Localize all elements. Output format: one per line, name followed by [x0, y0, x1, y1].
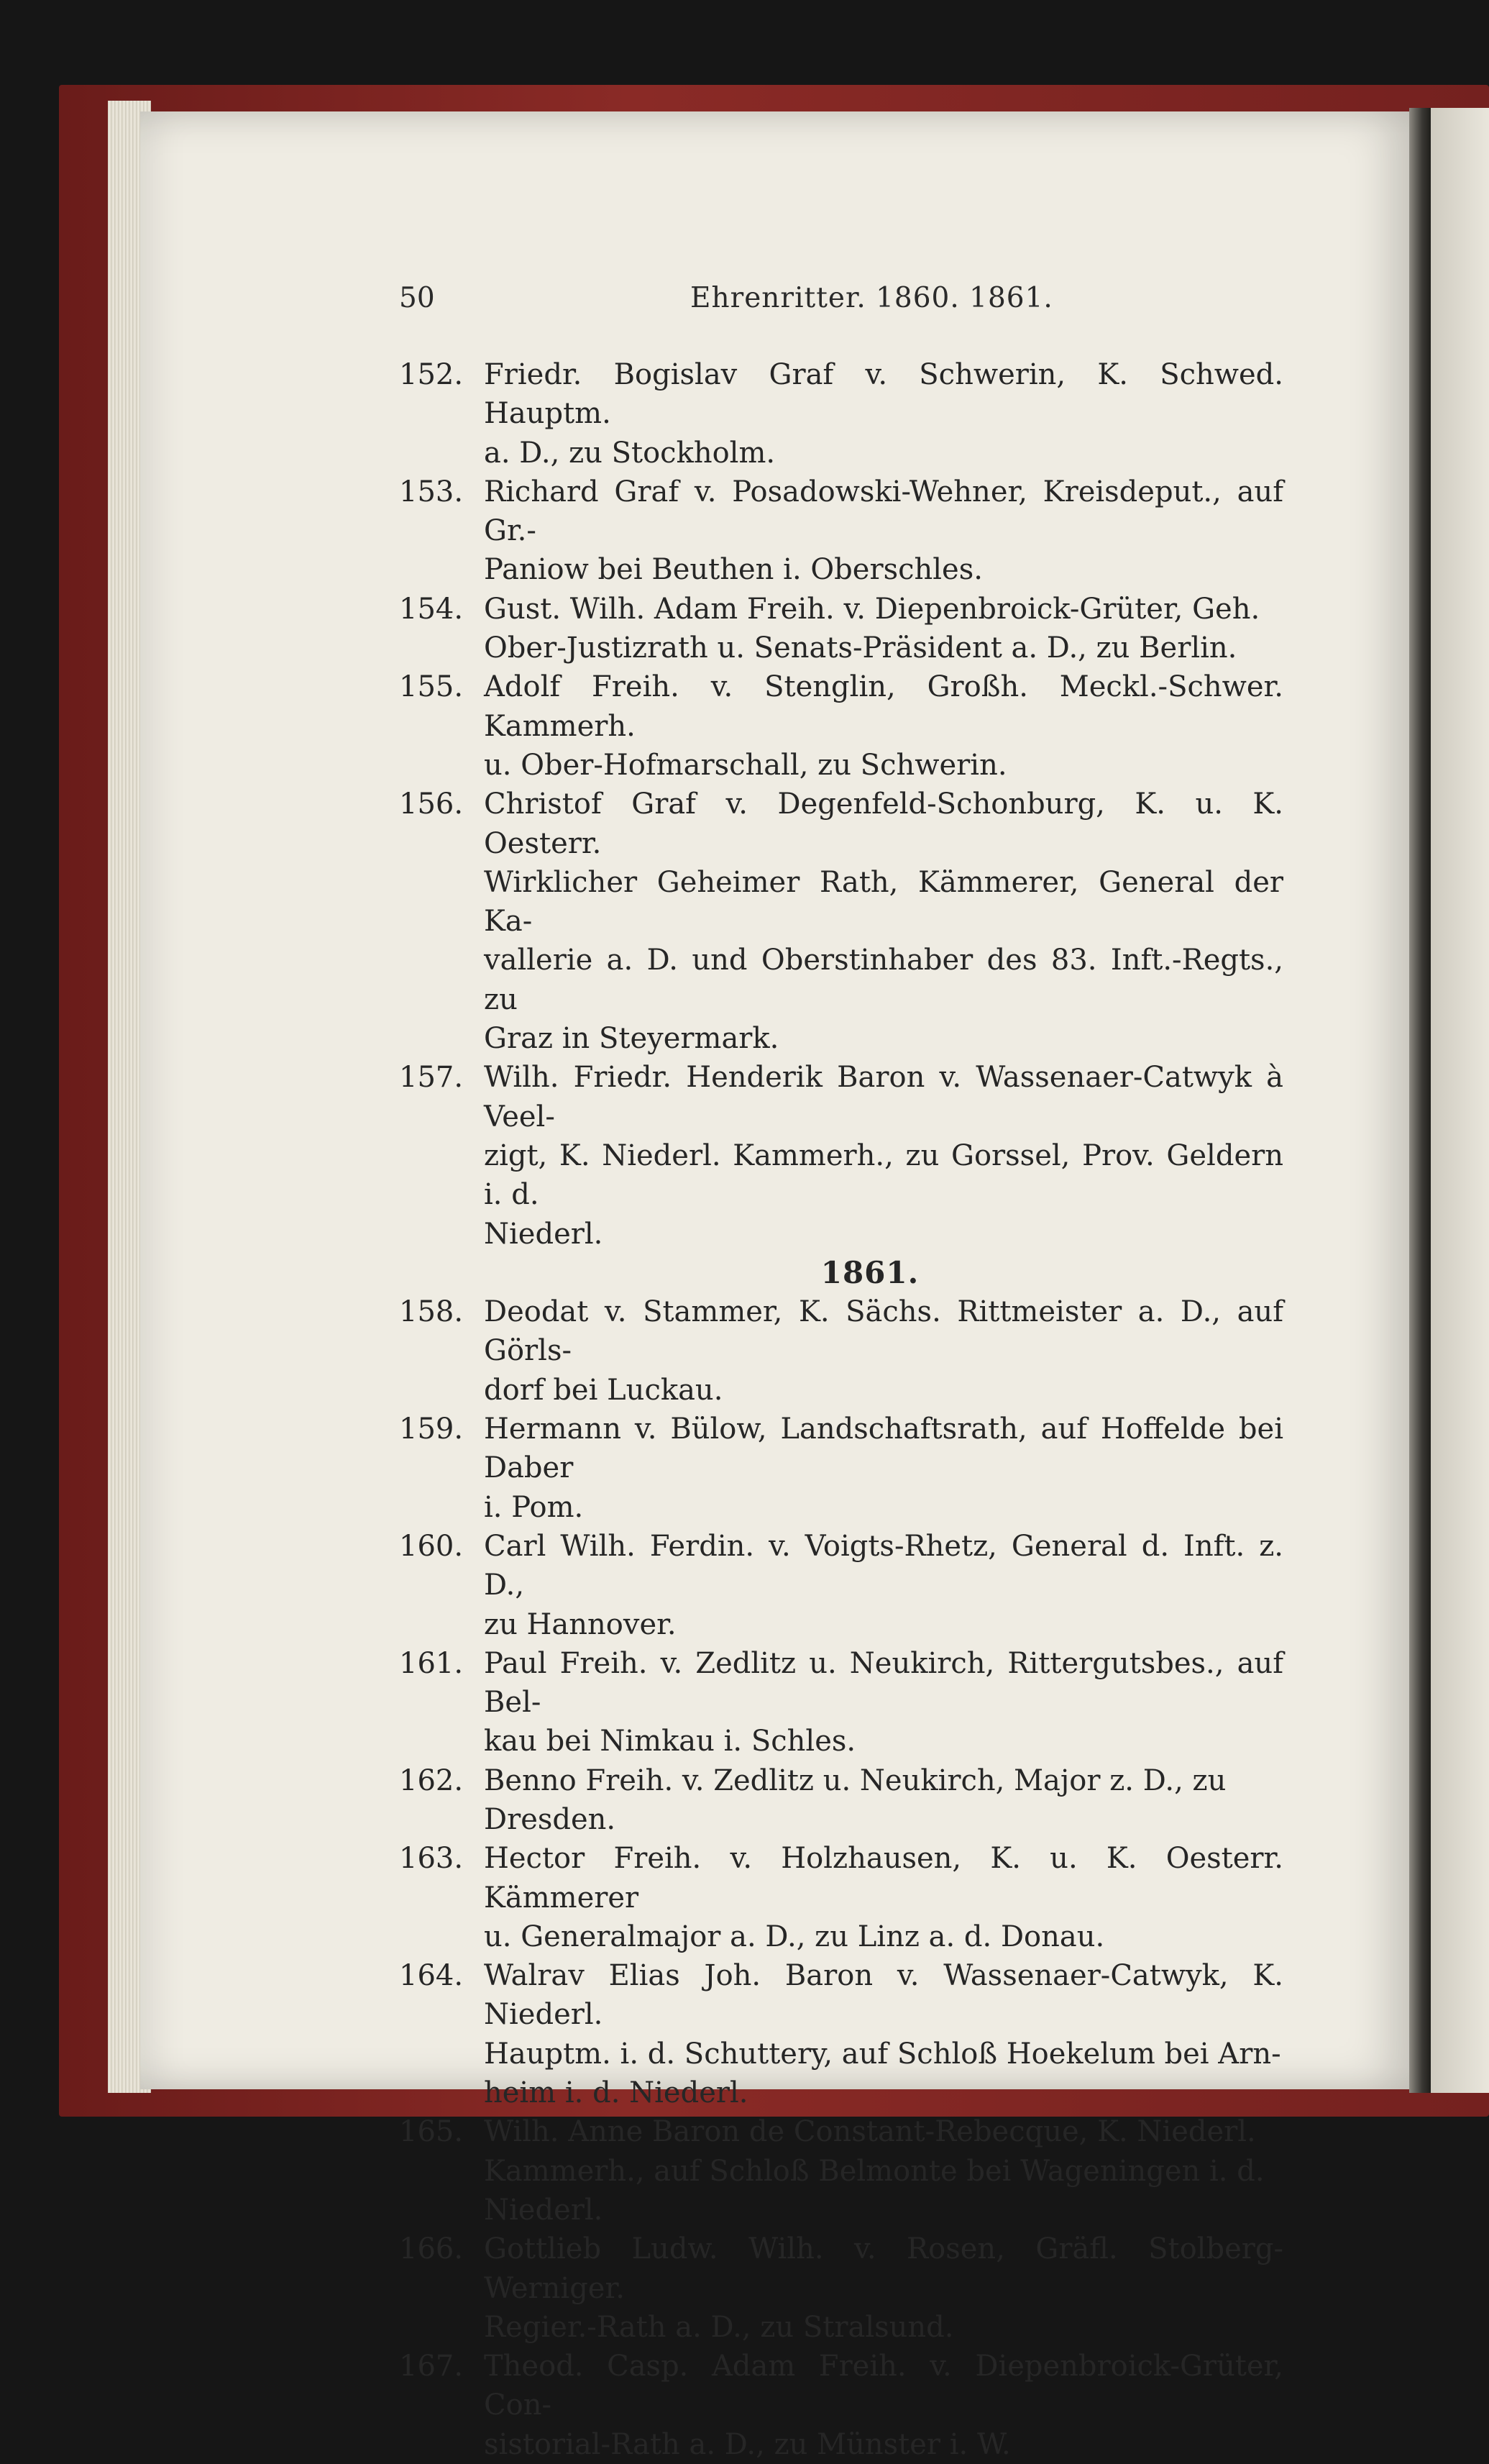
- entry-line: Deodat v. Stammer, K. Sächs. Rittmeister a. D., auf Görls-: [484, 1295, 1283, 1368]
- entry-text: [484, 667, 1283, 785]
- entry-line: Christof Graf v. Degenfeld-Schonburg, K. u. K. Oesterr.: [484, 788, 1283, 860]
- page-number: 50: [399, 282, 435, 314]
- entry-line: i. Pom.: [484, 1490, 584, 1524]
- entry-list: [399, 355, 1283, 2464]
- entry-text: [484, 1839, 1283, 1956]
- entry-text: [484, 2347, 1283, 2464]
- entry-163: [399, 1839, 1283, 1956]
- entry-line: Carl Wilh. Ferdin. v. Voigts-Rhetz, General d. Inft. z. D.,: [484, 1529, 1283, 1602]
- entry-line: Niederl.: [484, 2193, 603, 2227]
- entry-text: [484, 1527, 1283, 1644]
- entry-text: [484, 355, 1283, 473]
- entry-line: Wilh. Anne Baron de Constant-Rebecque, K. Niederl.: [484, 2115, 1256, 2149]
- entry-text: [484, 1410, 1283, 1527]
- entry-152: [399, 355, 1283, 473]
- facing-page-edge: [1431, 108, 1489, 2093]
- entry-line: Paul Freih. v. Zedlitz u. Neukirch, Rittergutsbes., auf Bel-: [484, 1646, 1283, 1720]
- entry-text: [484, 1956, 1283, 2112]
- entry-line: Niederl.: [484, 1217, 603, 1251]
- entry-line: Walrav Elias Joh. Baron v. Wassenaer-Catwyk, K. Niederl.: [484, 1959, 1283, 2032]
- entry-number: 160.: [399, 1529, 464, 1563]
- entry-line: Hector Freih. v. Holzhausen, K. u. K. Oesterr. Kämmerer: [484, 1842, 1283, 1915]
- entry-line: zigt, K. Niederl. Kammerh., zu Gorssel, Prov. Geldern i. d.: [484, 1139, 1283, 1212]
- entry-line: Benno Freih. v. Zedlitz u. Neukirch, Major z. D., zu: [484, 1763, 1227, 1797]
- entry-text: [484, 1761, 1283, 1840]
- entry-number: 161.: [399, 1646, 464, 1680]
- entry-line: Wilh. Friedr. Henderik Baron v. Wassenaer-Catwyk à Veel-: [484, 1061, 1283, 1133]
- entry-line: vallerie a. D. und Oberstinhaber des 83. Inft.-Regts., zu: [484, 944, 1283, 1016]
- entry-number: 156.: [399, 788, 464, 821]
- entry-text: [484, 2112, 1283, 2230]
- entry-line: Gust. Wilh. Adam Freih. v. Diepenbroick-Grüter, Geh.: [484, 592, 1260, 626]
- entry-line: u. Generalmajor a. D., zu Linz a. d. Donau.: [484, 1920, 1105, 1953]
- entry-156: [399, 785, 1283, 1058]
- entry-167: [399, 2347, 1283, 2464]
- entry-line: Regier.-Rath a. D., zu Stralsund.: [484, 2310, 954, 2344]
- entry-line: Graz in Steyermark.: [484, 1022, 779, 1056]
- entry-line: heim i. d. Niederl.: [484, 2076, 748, 2110]
- entry-157: [399, 1058, 1283, 1253]
- page-header: [399, 282, 1327, 318]
- entry-155: [399, 667, 1283, 785]
- entry-number: 158.: [399, 1295, 464, 1329]
- entry-line: Dresden.: [484, 1802, 616, 1836]
- entry-number: 154.: [399, 592, 464, 626]
- entry-number: 155.: [399, 670, 464, 704]
- entry-text: [484, 590, 1283, 668]
- entry-line: Friedr. Bogislav Graf v. Schwerin, K. Schwed. Hauptm.: [484, 358, 1283, 431]
- entry-165: [399, 2112, 1283, 2230]
- entry-line: a. D., zu Stockholm.: [484, 436, 776, 470]
- entry-number: 165.: [399, 2115, 464, 2149]
- entry-text: [484, 1644, 1283, 1761]
- entry-number: 162.: [399, 1763, 464, 1797]
- entry-161: [399, 1644, 1283, 1761]
- entry-line: zu Hannover.: [484, 1607, 677, 1641]
- entry-158: [399, 1292, 1283, 1410]
- entry-line: Paniow bei Beuthen i. Oberschles.: [484, 553, 983, 587]
- entry-number: 159.: [399, 1413, 464, 1446]
- entry-number: 163.: [399, 1842, 464, 1876]
- entry-number: 167.: [399, 2350, 464, 2383]
- entry-line: Richard Graf v. Posadowski-Wehner, Kreisdeput., auf Gr.-: [484, 475, 1283, 548]
- running-title: Ehrenritter. 1860. 1861.: [690, 282, 1053, 314]
- entry-line: Adolf Freih. v. Stenglin, Großh. Meckl.-Schwer. Kammerh.: [484, 670, 1283, 743]
- entry-line: dorf bei Luckau.: [484, 1373, 723, 1407]
- entry-number: 152.: [399, 358, 464, 391]
- entry-text: [484, 473, 1283, 590]
- page-gutter: [1409, 108, 1431, 2093]
- entry-159: [399, 1410, 1283, 1527]
- entry-number: 164.: [399, 1959, 464, 1993]
- entry-line: sistorial-Rath a. D., zu Münster i. W.: [484, 2427, 1011, 2461]
- entry-line: u. Ober-Hofmarschall, zu Schwerin.: [484, 748, 1007, 782]
- entry-line: Ober-Justizrath u. Senats-Präsident a. D., zu Berlin.: [484, 631, 1237, 665]
- entry-text: [484, 1058, 1283, 1253]
- entry-line: Hermann v. Bülow, Landschaftsrath, auf Hoffelde bei Daber: [484, 1413, 1283, 1485]
- year-heading: 1861.: [820, 1254, 920, 1290]
- entry-line: Wirklicher Geheimer Rath, Kämmerer, General der Ka-: [484, 865, 1283, 939]
- entry-line: kau bei Nimkau i. Schles.: [484, 1725, 856, 1758]
- entry-text: [484, 785, 1283, 1058]
- entry-text: [484, 2230, 1283, 2347]
- entry-number: 157.: [399, 1061, 464, 1095]
- entry-line: Gottlieb Ludw. Wilh. v. Rosen, Gräfl. Stolberg-Werniger.: [484, 2232, 1283, 2305]
- entry-160: [399, 1527, 1283, 1644]
- entry-153: [399, 473, 1283, 590]
- entry-164: [399, 1956, 1283, 2112]
- entry-number: 153.: [399, 475, 464, 508]
- entry-number: 166.: [399, 2232, 464, 2266]
- entry-text: [484, 1292, 1283, 1410]
- entry-154: [399, 590, 1283, 668]
- entry-line: Theod. Casp. Adam Freih. v. Diepenbroick-Grüter, Con-: [484, 2350, 1283, 2422]
- entry-166: [399, 2230, 1283, 2347]
- entry-line: Kammerh., auf Schloß Belmonte bei Wageningen i. d.: [484, 2154, 1265, 2188]
- entry-162: [399, 1761, 1283, 1840]
- entry-line: Hauptm. i. d. Schuttery, auf Schloß Hoekelum bei Arn-: [484, 2037, 1281, 2071]
